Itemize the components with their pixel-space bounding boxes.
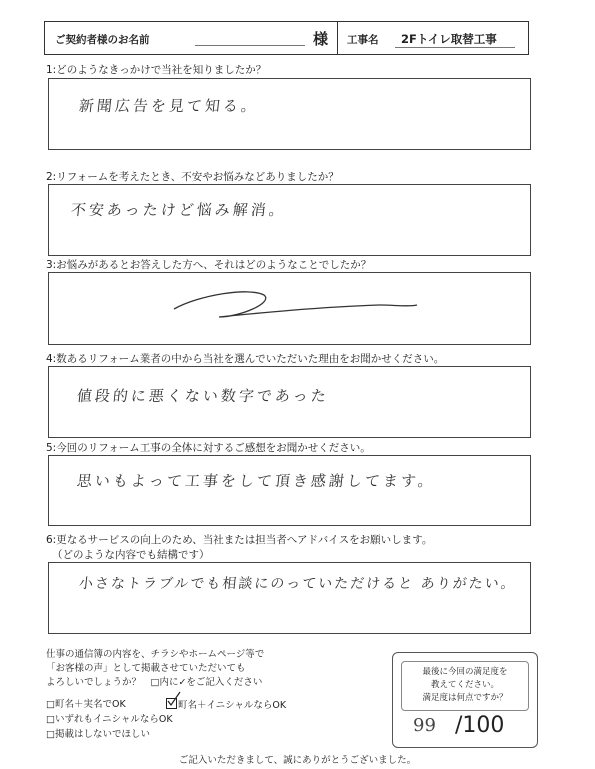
satisfaction-line-2: 教えてください。 bbox=[430, 680, 499, 690]
question-6-sublabel: （どのような内容でも結構です） bbox=[52, 549, 210, 561]
answer-2-box[interactable] bbox=[48, 184, 531, 256]
answer-2-text: 不安あったけど悩み解消。 bbox=[70, 201, 288, 219]
question-1-label: 1:どのようなきっかけで当社を知りましたか？ bbox=[46, 64, 267, 76]
consent-line-1: 仕事の通信簿の内容を、チラシやホームページ等で bbox=[46, 649, 265, 660]
option-all-initials[interactable]: □いずれもイニシャルならOK bbox=[46, 714, 173, 725]
work-name-value: 2Fトイレ取替工事 bbox=[401, 32, 497, 46]
satisfaction-score[interactable]: 99 bbox=[413, 715, 436, 736]
question-2-label: 2:リフォームを考えたとき、不安やお悩みなどありましたか？ bbox=[46, 171, 339, 183]
answer-5-text: 思いもよって工事をして頂き感謝してます。 bbox=[76, 472, 437, 490]
work-name-underline bbox=[395, 47, 515, 48]
option-initials-label: 町名＋イニシャルならOK bbox=[178, 700, 287, 711]
option-no-publish[interactable]: □掲載はしないでほしい bbox=[46, 729, 150, 740]
option-fullname[interactable]: □町名＋実名でOK bbox=[46, 699, 126, 710]
answer-6-box[interactable] bbox=[48, 562, 531, 634]
satisfaction-prompt bbox=[401, 661, 529, 711]
footer-thanks: ご記入いただきまして、誠にありがとうございました。 bbox=[178, 755, 417, 766]
answer-1-text: 新聞広告を見て知る。 bbox=[78, 97, 260, 115]
satisfaction-line-1: 最後に今回の満足度を bbox=[422, 667, 508, 677]
satisfaction-line-3: 満足度は何点ですか？ bbox=[422, 693, 508, 703]
answer-6-text: 小さなトラブルでも相談にのっていただけると ありがたい。 bbox=[78, 576, 518, 592]
question-5-label: 5:今回のリフォーム工事の全体に対するご感想をお聞かせください。 bbox=[46, 442, 371, 454]
option-initials-checked[interactable] bbox=[166, 698, 286, 713]
satisfaction-max: /100 bbox=[455, 713, 505, 738]
header-box bbox=[44, 21, 529, 55]
consent-text bbox=[46, 648, 264, 690]
consent-line-2: 「お客様の声」として掲載させていただいても bbox=[46, 663, 246, 674]
question-3-label: 3:お悩みがあるとお答えした方へ、それはどのようなことでしたか？ bbox=[46, 259, 372, 271]
consent-line-3: よろしいでしょうか？ □内に✓をご記入ください bbox=[46, 677, 263, 688]
header-divider bbox=[337, 22, 338, 54]
answer-4-box[interactable] bbox=[48, 366, 531, 438]
honorific: 様 bbox=[313, 30, 329, 48]
answer-1-box[interactable] bbox=[48, 78, 531, 150]
question-6-label: 6:更なるサービスの向上のため、当社または担当者へアドバイスをお願いします。 bbox=[46, 534, 433, 546]
answer-3-scribble bbox=[49, 273, 532, 346]
question-4-label: 4:数あるリフォーム業者の中から当社を選んでいただいた理由をお聞かせください。 bbox=[46, 353, 445, 365]
customer-name-field[interactable] bbox=[195, 45, 305, 46]
customer-name-label: ご契約者様のお名前 bbox=[55, 34, 150, 46]
answer-5-box[interactable] bbox=[48, 455, 531, 526]
checked-box-icon bbox=[166, 698, 177, 709]
answer-4-text: 値段的に悪くない数字であった bbox=[76, 387, 330, 405]
satisfaction-box bbox=[392, 652, 538, 748]
work-name-label: 工事名 bbox=[347, 34, 379, 46]
answer-3-box[interactable] bbox=[48, 272, 531, 345]
